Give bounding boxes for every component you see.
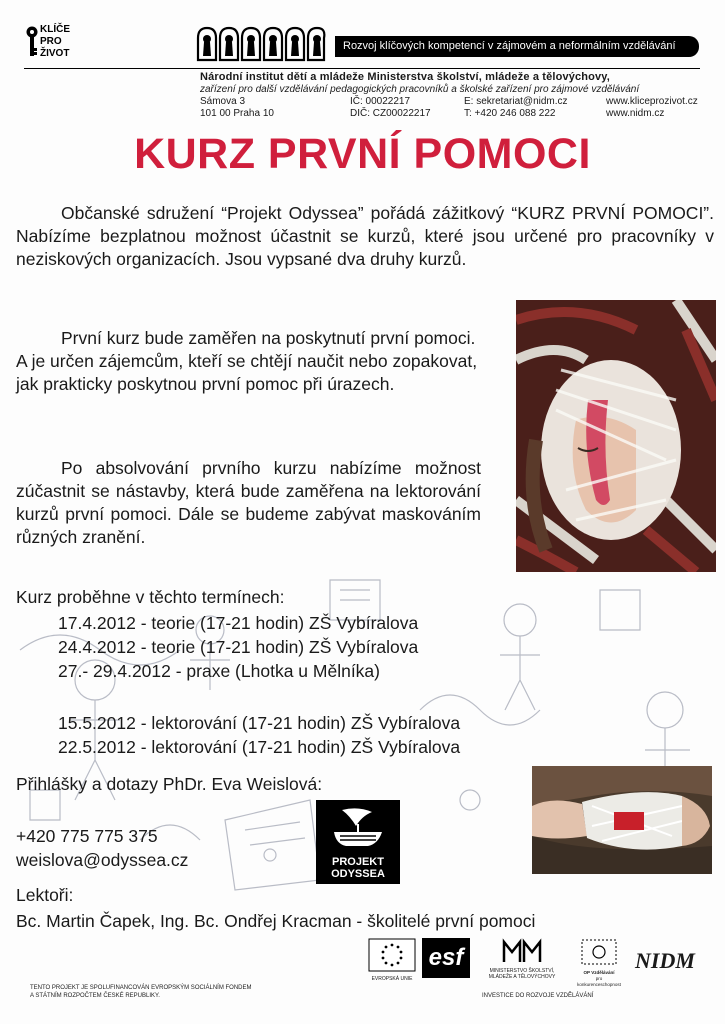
key-icon bbox=[26, 26, 38, 58]
program-banner: Rozvoj klíčových kompetencí v zájmovém a neformálním vzdělávání bbox=[335, 36, 699, 57]
nidm-logo: NIDM bbox=[635, 948, 695, 973]
dic-number: DIČ: CZ00022217 bbox=[350, 108, 431, 119]
address-street: Sámova 3 bbox=[200, 96, 246, 107]
ic-number: IČ: 00022217 bbox=[350, 96, 411, 107]
schedule-date-3: 27.- 29.4.2012 - praxe (Lhotka u Mělníka) bbox=[58, 661, 380, 681]
odyssea-logo-line-2: ODYSSEA bbox=[331, 868, 385, 880]
investment-slogan: INVESTICE DO ROZVOJE VZDĚLÁVÁNÍ bbox=[482, 993, 594, 999]
schedule-date-2: 24.4.2012 - teorie (17-21 hodin) ZŠ Vybíralova bbox=[58, 637, 419, 657]
header-web-link-2[interactable]: www.nidm.cz bbox=[606, 108, 665, 119]
second-course-paragraph: Po absolvování prvního kurzu nabízíme možnost zúčastnit se nástavby, která bude zaměřena na lektorování kurzů první pomoci. Dále se budeme zabývat maskováním různých zranění. bbox=[16, 458, 481, 547]
schedule-date-1: 17.4.2012 - teorie (17-21 hodin) ZŠ Vybíralova bbox=[58, 613, 419, 633]
schedule-intro: Kurz proběhne v těchto termínech: bbox=[16, 587, 285, 607]
logo-word-1: KLÍČE bbox=[40, 24, 70, 35]
intro-paragraph: Občanské sdružení “Projekt Odyssea” pořádá zážitkový “KURZ PRVNÍ POMOCI”. Nabízíme bezplatnou možnost účastnit se kurzů, které jsou určené pro pracovníky v neziskových organizacích. Jsou vypsané dva druhy kurzů. bbox=[16, 203, 714, 269]
msmt-emblem-icon bbox=[474, 938, 570, 964]
msmt-label-2: MLÁDEŽE A TĚLOVÝCHOVY bbox=[488, 974, 556, 980]
header-web-link-1[interactable]: www.kliceprozivot.cz bbox=[606, 96, 698, 107]
op-vk-logo bbox=[574, 938, 624, 987]
eu-label: EVROPSKÁ UNIE bbox=[371, 976, 413, 982]
op-vk-emblem-icon bbox=[574, 938, 624, 966]
header-divider bbox=[24, 68, 700, 69]
org-subtitle: zařízení pro další vzdělávání pedagogických pracovníků a školské zařízení pro zájmové vzdělávání bbox=[200, 84, 640, 95]
org-name: Národní institut dětí a mládeže Ministerstva školství, mládeže a tělovýchovy, bbox=[200, 71, 610, 83]
first-course-paragraph: První kurz bude zaměřen na poskytnutí první pomoci. A je určen zájemcům, kteří se chtějí naučit nebo zopakovat, jak prakticky poskytnou první pomoc při úrazech. bbox=[16, 328, 478, 394]
lecturers-names: Bc. Martin Čapek, Ing. Bc. Ondřej Kracman - školitelé první pomoci bbox=[16, 911, 536, 931]
schedule-date-4: 15.5.2012 - lektorování (17-21 hodin) ZŠ Vybíralova bbox=[58, 713, 461, 733]
op-label-2: pro konkurenceschopnost bbox=[577, 976, 621, 987]
cofinancing-note-line-2: A STÁTNÍM ROZPOČTEM ČESKÉ REPUBLIKY. bbox=[30, 993, 160, 999]
msmt-label-1: MINISTERSTVO ŠKOLSTVÍ, bbox=[489, 968, 555, 974]
lecturers-label: Lektoři: bbox=[16, 885, 74, 905]
schedule-date-5: 22.5.2012 - lektorování (17-21 hodin) ZŠ Vybíralova bbox=[58, 737, 461, 757]
klice-pro-zivot-logo bbox=[26, 22, 96, 64]
eu-flag-icon bbox=[368, 938, 416, 972]
page-title: KURZ PRVNÍ POMOCI bbox=[134, 130, 591, 178]
contact-label: Přihlášky a dotazy PhDr. Eva Weislová: bbox=[16, 774, 323, 794]
header-email[interactable]: E: sekretariat@nidm.cz bbox=[464, 96, 568, 107]
eu-logo bbox=[368, 938, 416, 980]
contact-phone[interactable]: +420 775 775 375 bbox=[16, 826, 158, 846]
ship-icon bbox=[328, 806, 388, 854]
op-label-1: OP Vzdělávání bbox=[583, 970, 615, 975]
keyhole-figures-logo bbox=[196, 26, 326, 62]
bandaged-arm-photo bbox=[532, 766, 712, 874]
cofinancing-note bbox=[30, 984, 251, 1000]
address-city: 101 00 Praha 10 bbox=[200, 108, 274, 119]
cofinancing-note-line-1: TENTO PROJEKT JE SPOLUFINANCOVÁN EVROPSKÝM SOCIÁLNÍM FONDEM bbox=[30, 985, 252, 991]
header-phone: T: +420 246 088 222 bbox=[464, 108, 556, 119]
projekt-odyssea-logo bbox=[316, 800, 400, 884]
msmt-logo bbox=[474, 938, 570, 982]
logo-word-2: PRO bbox=[40, 36, 62, 47]
logo-word-3: ŽIVOT bbox=[40, 48, 70, 59]
contact-email[interactable]: weislova@odyssea.cz bbox=[16, 850, 189, 870]
esf-logo: esf bbox=[422, 938, 470, 978]
bandaged-head-photo bbox=[516, 300, 716, 572]
odyssea-logo-line-1: PROJEKT bbox=[332, 856, 384, 868]
